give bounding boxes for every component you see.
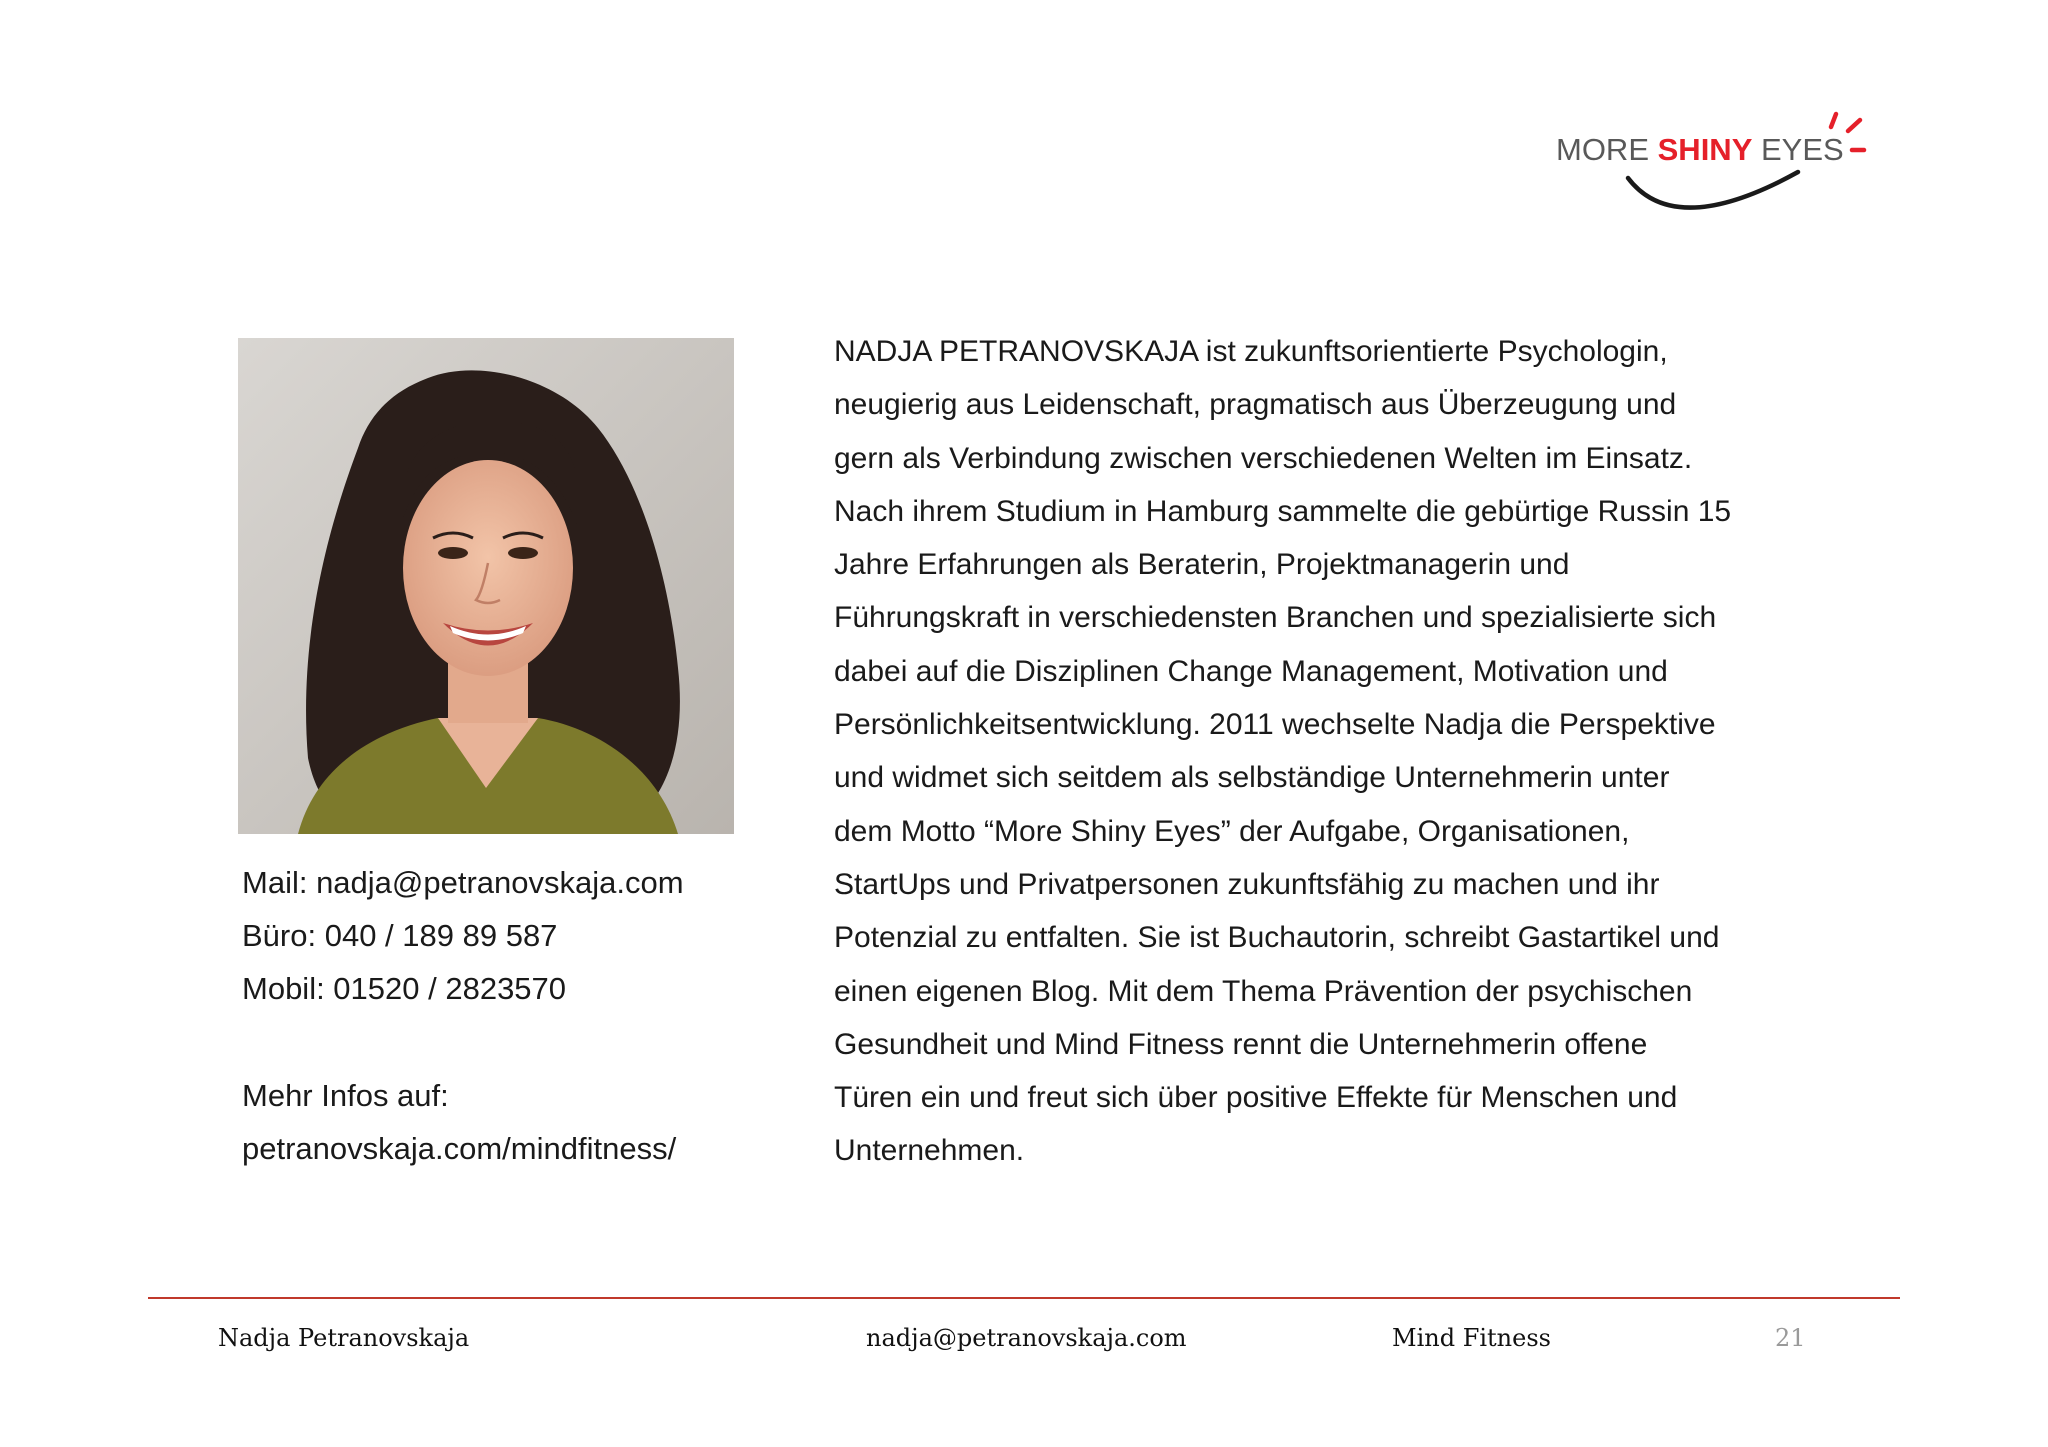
bio-line: Führungskraft in verschiedensten Branchen und spezialisierte sich [834, 601, 1717, 635]
footer-email[interactable]: nadja@petranovskaja.com [866, 1324, 1187, 1352]
more-info-label: Mehr Infos auf: [242, 1078, 449, 1113]
contact-mobile-phone: Mobil: 01520 / 2823570 [242, 971, 567, 1006]
bio-line: gern als Verbindung zwischen verschiedenen Welten im Einsatz. [834, 441, 1693, 475]
bio-line: Jahre Erfahrungen als Beraterin, Projektmanagerin und [834, 548, 1570, 582]
footer-author-name: Nadja Petranovskaja [218, 1324, 470, 1352]
contact-office-phone: Büro: 040 / 189 89 587 [242, 918, 558, 953]
page-number: 21 [1775, 1324, 1806, 1352]
biography-text [834, 325, 1794, 1178]
contact-mail[interactable]: Mail: nadja@petranovskaja.com [242, 865, 684, 900]
portrait-photo-icon [238, 338, 734, 834]
portrait-photo [238, 338, 734, 834]
bio-line: Potenzial zu entfalten. Sie ist Buchautorin, schreibt Gastartikel und [834, 921, 1720, 955]
bio-line: Persönlichkeitsentwicklung. 2011 wechselte Nadja die Perspektive [834, 708, 1716, 742]
bio-line: dabei auf die Disziplinen Change Management, Motivation und [834, 654, 1668, 688]
bio-line: neugierig aus Leidenschaft, pragmatisch aus Überzeugung und [834, 388, 1677, 422]
logo-word-eyes: EYES [1761, 132, 1844, 167]
more-shiny-eyes-logo [1540, 100, 1880, 240]
bio-line: Gesundheit und Mind Fitness rennt die Unternehmerin offene [834, 1027, 1648, 1061]
logo-wordmark [1556, 134, 1844, 165]
bio-line: und widmet sich seitdem als selbständige Unternehmerin unter [834, 761, 1670, 795]
smile-logo-icon [1540, 100, 1880, 240]
logo-word-shiny: SHINY [1657, 132, 1753, 167]
bio-line: Nach ihrem Studium in Hamburg sammelte die gebürtige Russin 15 [834, 494, 1732, 528]
more-info-link[interactable]: petranovskaja.com/mindfitness/ [242, 1131, 677, 1166]
bio-line: StartUps und Privatpersonen zukunftsfähig zu machen und ihr [834, 867, 1660, 901]
bio-line: Unternehmen. [834, 1134, 1025, 1168]
contact-block [242, 856, 742, 1175]
bio-line: dem Motto “More Shiny Eyes” der Aufgabe, Organisationen, [834, 814, 1630, 848]
bio-line: einen eigenen Blog. Mit dem Thema Prävention der psychischen [834, 974, 1693, 1008]
logo-word-more: MORE [1556, 132, 1649, 167]
bio-line: NADJA PETRANOVSKAJA ist zukunftsorientierte Psychologin, [834, 335, 1668, 368]
footer-divider [148, 1297, 1900, 1299]
contact-spacer [242, 1015, 742, 1069]
bio-line: Türen ein und freut sich über positive Effekte für Menschen und [834, 1081, 1678, 1115]
footer-topic: Mind Fitness [1392, 1324, 1551, 1352]
